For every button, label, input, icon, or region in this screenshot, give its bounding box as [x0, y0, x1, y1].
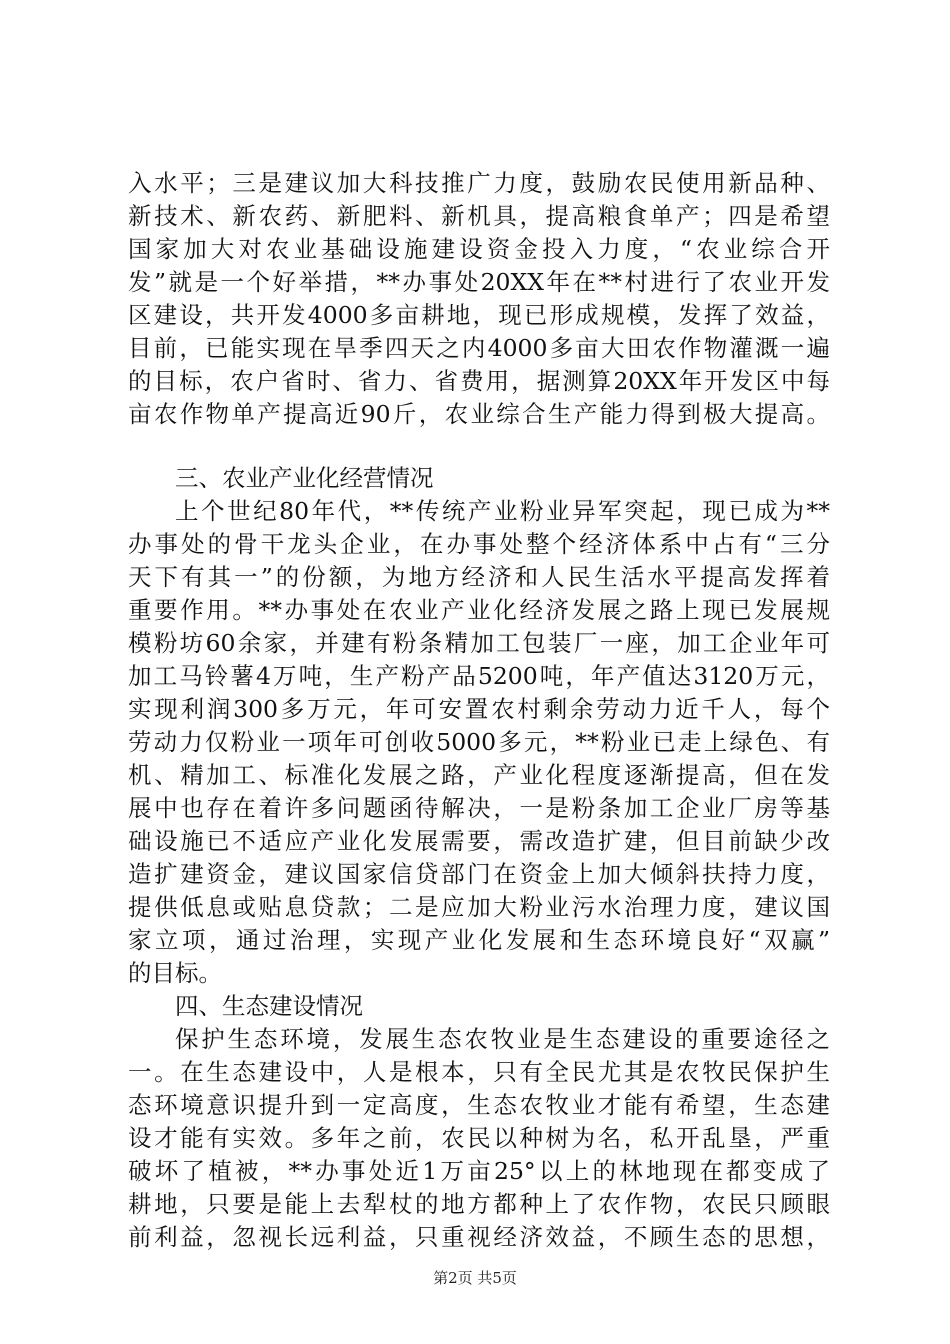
text-line: 发”就是一个好举措，**办事处20XX年在**村进行了农业开发: [128, 268, 830, 296]
text-line: 础设施已不适应产业化发展需要，需改造扩建，但目前缺少改: [128, 827, 830, 855]
text-line: 重要作用。**办事处在农业产业化经济发展之路上现已发展规: [128, 596, 830, 624]
text-line: 实现利润300多万元，年可安置农村剩余劳动力近千人，每个: [128, 695, 830, 723]
document-body: [128, 167, 830, 1254]
text-line: 造扩建资金，建议国家信贷部门在资金上加大倾斜扶持力度，: [128, 860, 830, 888]
section-heading-4: 四、生态建设情况: [175, 992, 363, 1020]
text-line: 模粉坊60余家，并建有粉条精加工包装厂一座，加工企业年可: [128, 629, 830, 657]
text-line: 前利益，忽视长远利益，只重视经济效益，不顾生态的思想，: [128, 1223, 830, 1251]
text-line: 设才能有实效。多年之前，农民以种树为名，私开乱垦，严重: [128, 1124, 830, 1152]
text-line: 办事处的骨干龙头企业，在办事处整个经济体系中占有“三分: [128, 530, 830, 558]
text-line: 态环境意识提升到一定高度，生态农牧业才能有希望，生态建: [128, 1091, 830, 1119]
text-line: 加工马铃薯4万吨，生产粉产品5200吨，年产值达3120万元，: [128, 662, 830, 690]
text-line: 上个世纪80年代，**传统产业粉业异军突起，现已成为**: [175, 497, 830, 525]
text-line: 目前，已能实现在旱季四天之内4000多亩大田农作物灌溉一遍: [128, 334, 830, 362]
text-line: 机、精加工、标准化发展之路，产业化程度逐渐提高，但在发: [128, 761, 830, 789]
text-line: 亩农作物单产提高近90斤，农业综合生产能力得到极大提高。: [128, 400, 830, 428]
text-line: 保护生态环境，发展生态农牧业是生态建设的重要途径之: [175, 1025, 830, 1053]
text-line: 区建设，共开发4000多亩耕地，现已形成规模，发挥了效益，: [128, 301, 830, 329]
text-line: 国家加大对农业基础设施建设资金投入力度，“农业综合开: [128, 235, 830, 263]
text-line: 展中也存在着许多问题函待解决，一是粉条加工企业厂房等基: [128, 794, 830, 822]
paragraph-1: [128, 167, 830, 431]
text-line: 的目标，农户省时、省力、省费用，据测算20XX年开发区中每: [128, 367, 830, 395]
text-line: 入水平；三是建议加大科技推广力度，鼓励农民使用新品种、: [128, 169, 830, 197]
text-line: 劳动力仅粉业一项年可创收5000多元，**粉业已走上绿色、有: [128, 728, 830, 756]
text-line: 的目标。: [128, 959, 222, 987]
text-line: 天下有其一”的份额，为地方经济和人民生活水平提高发挥着: [128, 563, 830, 591]
section-heading-3: 三、农业产业化经营情况: [175, 464, 434, 492]
page-footer: 第2页 共5页: [433, 1269, 517, 1287]
paragraph-3: [128, 495, 830, 990]
paragraph-4: [128, 1023, 830, 1254]
text-line: 提供低息或贴息贷款；二是应加大粉业污水治理力度，建议国: [128, 893, 830, 921]
text-line: 一。在生态建设中，人是根本，只有全民尤其是农牧民保护生: [128, 1058, 830, 1086]
text-line: 家立项，通过治理，实现产业化发展和生态环境良好“双赢”: [128, 926, 830, 954]
text-line: 耕地，只要是能上去犁杖的地方都种上了农作物，农民只顾眼: [128, 1190, 830, 1218]
text-line: 破坏了植被，**办事处近1万亩25°以上的林地现在都变成了: [128, 1157, 830, 1185]
text-line: 新技术、新农药、新肥料、新机具，提高粮食单产；四是希望: [128, 202, 830, 230]
paragraph-spacer: [128, 431, 830, 462]
